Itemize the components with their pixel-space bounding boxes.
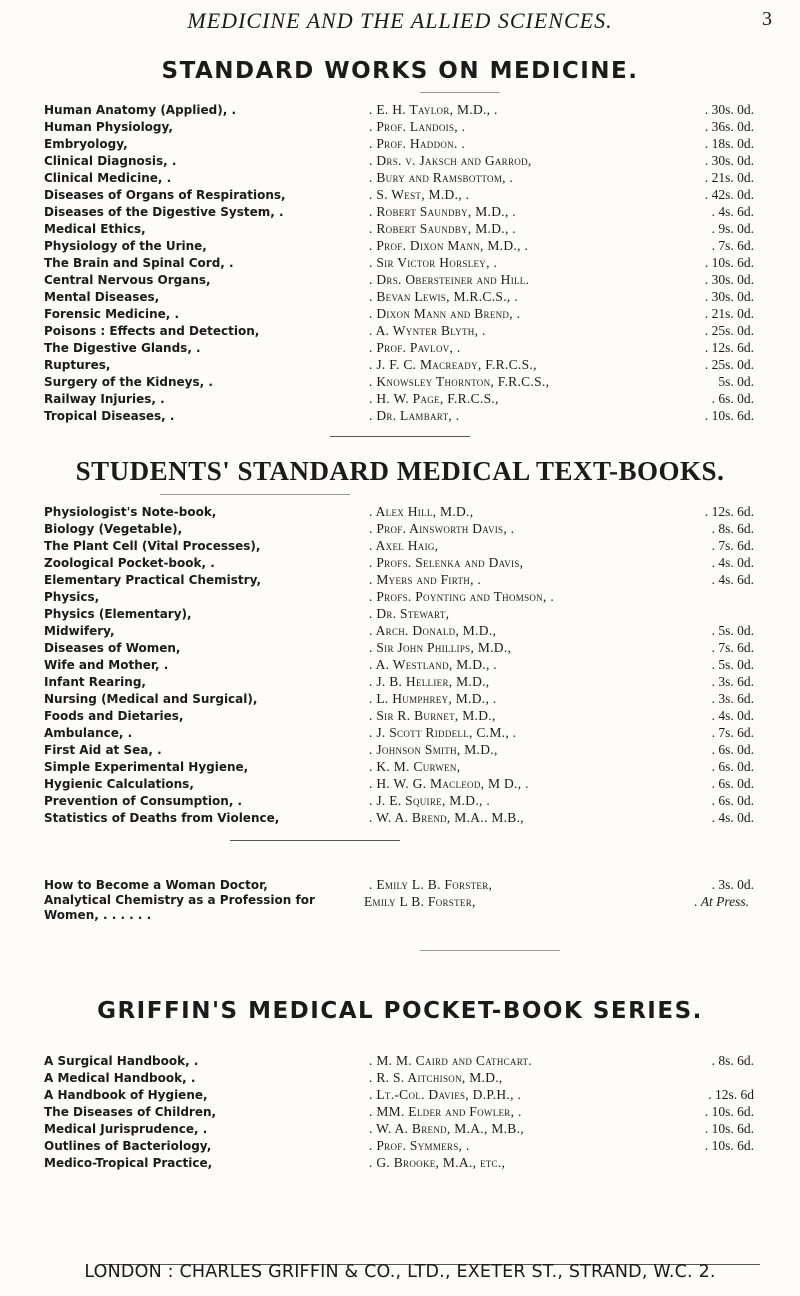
book-title: Medical Ethics, <box>44 222 146 236</box>
book-title: Surgery of the Kidneys, . <box>44 375 213 389</box>
book-title: Tropical Diseases, . <box>44 409 175 423</box>
book-entry <box>44 724 764 741</box>
page-number: 3 <box>762 8 772 30</box>
book-title: Nursing (Medical and Surgical), <box>44 692 258 706</box>
book-entry <box>44 390 764 407</box>
book-title: Physics (Elementary), <box>44 607 192 621</box>
book-entry <box>44 690 764 707</box>
book-entry <box>44 1052 764 1069</box>
book-entry <box>44 356 764 373</box>
book-author: . J. Scott Riddell, C.M., . <box>369 725 517 740</box>
book-title: Central Nervous Organs, <box>44 273 211 287</box>
book-entry <box>44 588 764 605</box>
book-title: Physics, <box>44 590 100 604</box>
book-author: . Drs. v. Jaksch and Garrod, <box>369 153 532 168</box>
book-author: . Profs. Poynting and Thomson, . <box>369 589 555 604</box>
book-price: . 5s. 0d. <box>711 623 754 638</box>
book-entry <box>44 1120 764 1137</box>
book-price: . 4s. 0d. <box>711 810 754 825</box>
book-title: Zoological Pocket-book, . <box>44 556 215 570</box>
book-price: . 42s. 0d. <box>704 187 754 202</box>
book-entry <box>44 758 764 775</box>
book-title: Wife and Mother, . <box>44 658 169 672</box>
book-title: Railway Injuries, . <box>44 392 165 406</box>
book-price: . 25s. 0d. <box>704 357 754 372</box>
book-title: A Medical Handbook, . <box>44 1071 196 1085</box>
book-title: Biology (Vegetable), <box>44 522 183 536</box>
book-price: . 30s. 0d. <box>704 272 754 287</box>
book-title: Physiology of the Urine, <box>44 239 207 253</box>
publisher-imprint: LONDON : CHARLES GRIFFIN & CO., LTD., EXETER ST., STRAND, W.C. 2. <box>84 1262 716 1282</box>
book-entry <box>44 220 764 237</box>
book-price: . 10s. 6d. <box>704 408 754 423</box>
divider <box>230 840 400 841</box>
book-entry <box>44 101 764 118</box>
book-entry <box>44 322 764 339</box>
book-price: . 7s. 6d. <box>711 238 754 253</box>
book-entry <box>44 707 764 724</box>
book-author: . Robert Saundby, M.D., . <box>369 221 516 236</box>
book-title: Foods and Dietaries, <box>44 709 184 723</box>
book-price: . 8s. 6d. <box>711 521 754 536</box>
book-author: . J. F. C. Macready, F.R.C.S., <box>369 357 537 372</box>
book-title: The Diseases of Children, <box>44 1105 217 1119</box>
book-author: . Dixon Mann and Brend, . <box>369 306 521 321</box>
book-list-standard-works <box>44 101 764 424</box>
book-entry <box>44 169 764 186</box>
book-price: 5s. 0d. <box>718 374 754 389</box>
book-author: . Sir R. Burnet, M.D., <box>369 708 496 723</box>
book-author: . Profs. Selenka and Davis, <box>369 555 524 570</box>
book-entry <box>44 203 764 220</box>
book-title: Simple Experimental Hygiene, <box>44 760 249 774</box>
book-entry <box>44 809 764 826</box>
book-entry <box>44 271 764 288</box>
book-price: . 21s. 0d. <box>704 306 754 321</box>
book-author: . Prof. Ainsworth Davis, . <box>369 521 515 536</box>
book-author: . A. Westland, M.D., . <box>369 657 497 672</box>
book-author: . Arch. Donald, M.D., <box>369 623 497 638</box>
book-entry <box>44 673 764 690</box>
book-author: . K. M. Curwen, <box>369 759 461 774</box>
book-title: Clinical Medicine, . <box>44 171 172 185</box>
book-list-pocket-book-series <box>44 1052 764 1171</box>
book-price: . 4s. 0d. <box>711 555 754 570</box>
book-price: . 7s. 6d. <box>711 538 754 553</box>
book-title: Diseases of Women, <box>44 641 181 655</box>
book-entry <box>44 1086 764 1103</box>
book-entry <box>44 605 764 622</box>
book-entry <box>44 373 764 390</box>
book-author: . J. E. Squire, M.D., . <box>369 793 491 808</box>
book-author: . Prof. Pavlov, . <box>369 340 461 355</box>
book-title: First Aid at Sea, . <box>44 743 162 757</box>
book-price: . 10s. 6d. <box>704 255 754 270</box>
book-author: . G. Brooke, M.A., etc., <box>369 1155 506 1170</box>
book-title: Embryology, <box>44 137 128 151</box>
book-entry <box>44 893 764 927</box>
book-author: . A. Wynter Blyth, . <box>369 323 486 338</box>
book-entry <box>44 288 764 305</box>
book-price: . 6s. 0d. <box>711 793 754 808</box>
book-entry <box>44 639 764 656</box>
book-price: . 7s. 6d. <box>711 640 754 655</box>
book-entry <box>44 656 764 673</box>
book-entry <box>44 152 764 169</box>
book-title: Infant Rearing, <box>44 675 146 689</box>
book-author: . Sir Victor Horsley, . <box>369 255 498 270</box>
book-price: . 12s. 6d. <box>704 340 754 355</box>
book-entry <box>44 571 764 588</box>
book-author: . Bury and Ramsbottom, . <box>369 170 514 185</box>
book-title: The Digestive Glands, . <box>44 341 201 355</box>
book-price: . 12s. 6d <box>708 1087 754 1102</box>
book-price: . 25s. 0d. <box>704 323 754 338</box>
book-author: . Axel Haig, <box>369 538 439 553</box>
book-title: How to Become a Woman Doctor, <box>44 878 268 892</box>
divider <box>330 436 470 437</box>
book-title: Physiologist's Note-book, <box>44 505 217 519</box>
book-entry <box>44 503 764 520</box>
book-price: . 6s. 0d. <box>711 759 754 774</box>
book-price: . 10s. 6d. <box>704 1104 754 1119</box>
book-price: . 30s. 0d. <box>704 153 754 168</box>
divider <box>420 950 560 951</box>
book-entry <box>44 339 764 356</box>
book-author: . R. S. Aitchison, M.D., <box>369 1070 503 1085</box>
book-price: . 30s. 0d. <box>704 289 754 304</box>
book-price: . 30s. 0d. <box>704 102 754 117</box>
book-price: . 18s. 0d. <box>704 136 754 151</box>
book-author: . Lt.-Col. Davies, D.P.H., . <box>369 1087 522 1102</box>
book-title: Mental Diseases, <box>44 290 160 304</box>
book-title: A Surgical Handbook, . <box>44 1054 199 1068</box>
book-author: . Robert Saundby, M.D., . <box>369 204 516 219</box>
book-title: Analytical Chemistry as a Profession for Women, . . . . . . <box>44 893 315 922</box>
book-title: Statistics of Deaths from Violence, <box>44 811 280 825</box>
book-price: . 5s. 0d. <box>711 657 754 672</box>
book-author: . Johnson Smith, M.D., <box>369 742 498 757</box>
section-title-pocket-book-series: GRIFFIN'S MEDICAL POCKET-BOOK SERIES. <box>97 998 703 1024</box>
book-entry <box>44 792 764 809</box>
book-author: . MM. Elder and Fowler, . <box>369 1104 522 1119</box>
book-author: . Bevan Lewis, M.R.C.S., . <box>369 289 518 304</box>
book-title: Prevention of Consumption, . <box>44 794 243 808</box>
book-price: . 21s. 0d. <box>704 170 754 185</box>
book-title: Ruptures, <box>44 358 111 372</box>
book-entry <box>44 186 764 203</box>
book-entry <box>44 1069 764 1086</box>
book-author: . Dr. Stewart, <box>369 606 450 621</box>
book-price: . At Press. <box>694 894 749 909</box>
book-title: Diseases of the Digestive System, . <box>44 205 284 219</box>
book-entry <box>44 1137 764 1154</box>
book-author: . Prof. Landois, . <box>369 119 466 134</box>
book-author: . Myers and Firth, . <box>369 572 482 587</box>
book-title: Human Physiology, <box>44 120 173 134</box>
book-price: . 6s. 0d. <box>711 776 754 791</box>
book-price: . 6s. 0d. <box>711 391 754 406</box>
book-title: The Plant Cell (Vital Processes), <box>44 539 261 553</box>
book-author: . Alex Hill, M.D., <box>369 504 474 519</box>
book-author: . Prof. Symmers, . <box>369 1138 470 1153</box>
book-price: . 3s. 6d. <box>711 691 754 706</box>
book-entry <box>44 118 764 135</box>
book-title: The Brain and Spinal Cord, . <box>44 256 234 270</box>
running-header: MEDICINE AND THE ALLIED SCIENCES. <box>187 8 613 33</box>
book-author: . W. A. Brend, M.A.. M.B., <box>369 810 524 825</box>
book-entry <box>44 554 764 571</box>
book-entry <box>44 135 764 152</box>
book-list-students-text-books <box>44 503 764 826</box>
book-author: Emily L B. Forster, <box>364 894 476 909</box>
divider <box>160 494 350 495</box>
book-title: A Handbook of Hygiene, <box>44 1088 208 1102</box>
book-title: Hygienic Calculations, <box>44 777 194 791</box>
book-entry <box>44 537 764 554</box>
book-author: . Emily L. B. Forster, <box>369 877 493 892</box>
book-author: . J. B. Hellier, M.D., <box>369 674 490 689</box>
book-price: . 10s. 6d. <box>704 1138 754 1153</box>
book-author: . H. W. G. Macleod, M D., . <box>369 776 529 791</box>
book-entry <box>44 622 764 639</box>
divider <box>420 92 500 93</box>
book-entry <box>44 305 764 322</box>
book-price: . 6s. 0d. <box>711 742 754 757</box>
book-list-women-doctors <box>44 876 764 927</box>
book-price: . 3s. 0d. <box>711 877 754 892</box>
book-author: . H. W. Page, F.R.C.S., <box>369 391 499 406</box>
book-price: . 4s. 6d. <box>711 204 754 219</box>
book-author: . W. A. Brend, M.A., M.B., <box>369 1121 524 1136</box>
book-price: . 4s. 0d. <box>711 708 754 723</box>
book-author: . Prof. Haddon. . <box>369 136 465 151</box>
book-entry <box>44 1154 764 1171</box>
book-entry <box>44 1103 764 1120</box>
book-title: Human Anatomy (Applied), . <box>44 103 237 117</box>
book-title: Medico-Tropical Practice, <box>44 1156 213 1170</box>
book-author: . Knowsley Thornton, F.R.C.S., <box>369 374 550 389</box>
book-author: . Sir John Phillips, M.D., <box>369 640 512 655</box>
book-entry <box>44 407 764 424</box>
book-entry <box>44 520 764 537</box>
book-author: . M. M. Caird and Cathcart. <box>369 1053 532 1068</box>
book-title: Elementary Practical Chemistry, <box>44 573 262 587</box>
book-title: Poisons : Effects and Detection, <box>44 324 260 338</box>
book-entry <box>44 254 764 271</box>
book-author: . E. H. Taylor, M.D., . <box>369 102 498 117</box>
book-title: Clinical Diagnosis, . <box>44 154 177 168</box>
book-entry <box>44 237 764 254</box>
book-author: . Drs. Obersteiner and Hill. <box>369 272 530 287</box>
book-author: . L. Humphrey, M.D., . <box>369 691 497 706</box>
section-title-standard-works: STANDARD WORKS ON MEDICINE. <box>161 58 639 84</box>
book-title: Diseases of Organs of Respirations, <box>44 188 286 202</box>
book-author: . Prof. Dixon Mann, M.D., . <box>369 238 529 253</box>
book-price: . 10s. 6d. <box>704 1121 754 1136</box>
book-price: . 12s. 6d. <box>704 504 754 519</box>
book-title: Midwifery, <box>44 624 115 638</box>
book-price: . 4s. 6d. <box>711 572 754 587</box>
book-entry <box>44 741 764 758</box>
book-author: . Dr. Lambart, . <box>369 408 460 423</box>
book-price: . 3s. 6d. <box>711 674 754 689</box>
book-title: Forensic Medicine, . <box>44 307 180 321</box>
book-entry <box>44 876 764 893</box>
section-title-students-text-books: STUDENTS' STANDARD MEDICAL TEXT-BOOKS. <box>75 456 725 486</box>
book-price: . 7s. 6d. <box>711 725 754 740</box>
book-price: . 36s. 0d. <box>704 119 754 134</box>
book-title: Outlines of Bacteriology, <box>44 1139 212 1153</box>
book-title: Medical Jurisprudence, . <box>44 1122 208 1136</box>
book-entry <box>44 775 764 792</box>
book-price: . 9s. 0d. <box>711 221 754 236</box>
book-author: . S. West, M.D., . <box>369 187 470 202</box>
book-price: . 8s. 6d. <box>711 1053 754 1068</box>
book-title: Ambulance, . <box>44 726 133 740</box>
